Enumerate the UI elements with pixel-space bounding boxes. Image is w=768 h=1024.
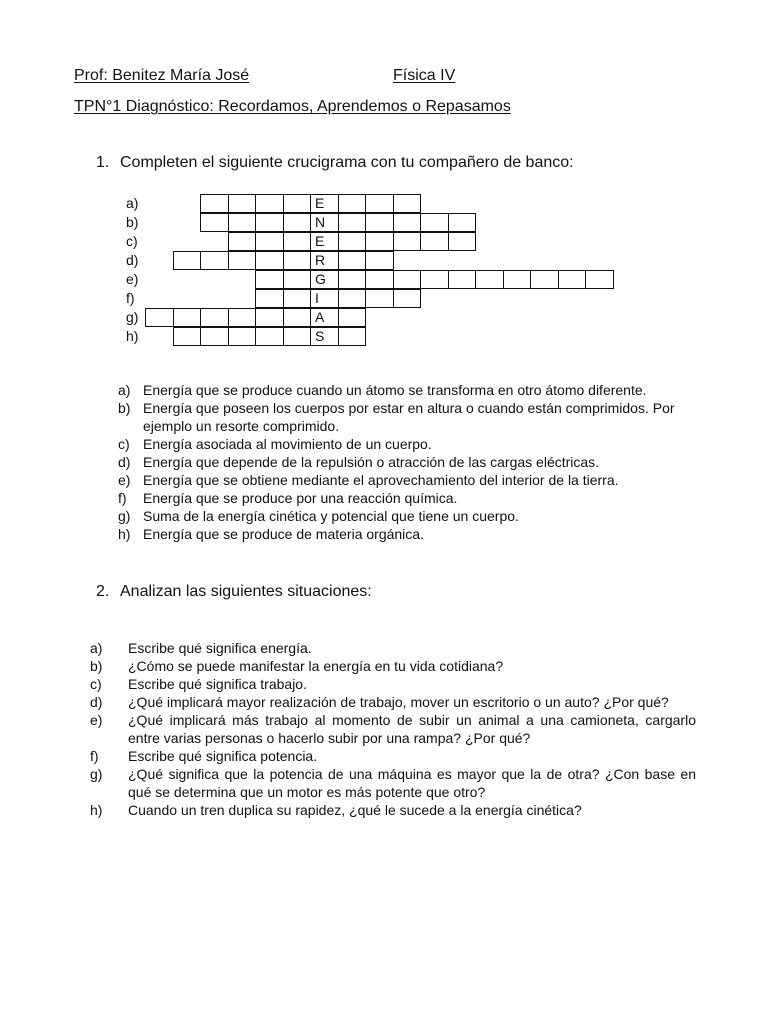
crossword-clues [118, 381, 713, 543]
list-item-letter: d) [90, 694, 103, 710]
crossword-cell[interactable] [200, 308, 229, 327]
crossword-cell[interactable] [283, 251, 312, 270]
crossword-row-label: h) [126, 328, 139, 344]
crossword-row [201, 194, 421, 213]
crossword-cell[interactable] [255, 251, 284, 270]
list-item [118, 435, 713, 453]
crossword-row-label: e) [126, 271, 139, 287]
list-item [118, 471, 713, 489]
crossword-cell[interactable] [365, 213, 394, 232]
crossword-cell[interactable] [173, 327, 202, 346]
crossword-cell[interactable] [255, 327, 284, 346]
list-item [118, 507, 713, 525]
subject-title: Física IV [393, 67, 456, 84]
list-item [90, 657, 696, 675]
list-item-text: ¿Cómo se puede manifestar la energía en tu vida cotidiana? [128, 658, 504, 674]
crossword-cell[interactable] [365, 251, 394, 270]
list-item-text: Escribe qué significa potencia. [128, 748, 318, 764]
crossword-cell[interactable] [420, 232, 449, 251]
question-2-text: Analizan las siguientes situaciones: [120, 583, 372, 600]
crossword-cell[interactable] [338, 270, 367, 289]
list-item [118, 525, 713, 543]
list-item [90, 765, 696, 801]
crossword-cell[interactable] [338, 327, 367, 346]
crossword-key-cell: E [310, 232, 339, 251]
crossword-row [256, 270, 614, 289]
list-item-text: Energía asociada al movimiento de un cuerpo. [143, 436, 432, 452]
list-item [90, 747, 696, 765]
question-2-number: 2. [96, 583, 110, 600]
crossword-cell[interactable] [255, 289, 284, 308]
crossword-cell[interactable] [393, 194, 422, 213]
crossword-cell[interactable] [228, 194, 257, 213]
crossword-cell[interactable] [283, 270, 312, 289]
list-item-text: Energía que se produce por una reacción química. [143, 490, 458, 506]
list-item-letter: h) [118, 526, 131, 542]
question-1-heading [96, 154, 574, 172]
list-item-text: Suma de la energía cinética y potencial que tiene un cuerpo. [143, 508, 519, 524]
list-item [90, 675, 696, 693]
crossword-cell[interactable] [173, 251, 202, 270]
list-item [118, 399, 713, 435]
list-item [118, 381, 713, 399]
list-item-text: Escribe qué significa energía. [128, 640, 312, 656]
crossword-row-label: d) [126, 252, 139, 268]
list-item-text: ¿Qué significa que la potencia de una máquina es mayor que la de otra? ¿Con base en qué se determina que un motor es más potente que otro? [128, 766, 696, 800]
list-item-text: Energía que depende de la repulsión o atracción de las cargas eléctricas. [143, 454, 600, 470]
crossword-row-label: g) [126, 309, 139, 325]
list-item-letter: f) [90, 748, 99, 764]
list-item-letter: h) [90, 802, 103, 818]
crossword-labels [126, 194, 138, 346]
crossword-cell[interactable] [448, 213, 477, 232]
crossword-cell[interactable] [255, 270, 284, 289]
crossword-key-cell: S [310, 327, 339, 346]
crossword-row [174, 251, 394, 270]
list-item-text: Energía que se obtiene mediante el aprovechamiento del interior de la tierra. [143, 472, 619, 488]
crossword-row [174, 327, 367, 346]
question-2-heading [96, 583, 372, 601]
list-item-letter: a) [118, 382, 131, 398]
question-1-text: Completen el siguiente crucigrama con tu compañero de banco: [120, 154, 574, 171]
crossword-cell[interactable] [283, 232, 312, 251]
page-title: TPN°1 Diagnóstico: Recordamos, Aprendemos o Repasamos [74, 98, 511, 115]
list-item-letter: d) [118, 454, 131, 470]
crossword-cell[interactable] [200, 327, 229, 346]
crossword-key-cell: E [310, 194, 339, 213]
crossword-cell[interactable] [228, 213, 257, 232]
crossword-row [256, 289, 421, 308]
crossword-row-label: b) [126, 214, 139, 230]
list-item-letter: e) [118, 472, 131, 488]
list-item-letter: a) [90, 640, 103, 656]
crossword-cell[interactable] [283, 327, 312, 346]
crossword-key-cell: A [310, 308, 339, 327]
list-item-letter: g) [90, 766, 103, 782]
crossword-cell[interactable] [503, 270, 532, 289]
crossword-cell[interactable] [558, 270, 587, 289]
crossword-key-cell: G [310, 270, 339, 289]
crossword-cell[interactable] [448, 270, 477, 289]
crossword-cell[interactable] [283, 213, 312, 232]
crossword-cell[interactable] [338, 213, 367, 232]
list-item [90, 711, 696, 747]
list-item-letter: b) [90, 658, 103, 674]
crossword-key-cell: I [310, 289, 339, 308]
teacher-name: Prof: Benitez María José [74, 67, 250, 84]
list-item-text: Cuando un tren duplica su rapidez, ¿qué le sucede a la energía cinética? [128, 802, 582, 818]
crossword-row-label: f) [126, 290, 135, 306]
crossword-cell[interactable] [393, 232, 422, 251]
list-item-text: Energía que poseen los cuerpos por estar en altura o cuando están comprimidos. Por ejemplo un resorte comprimido. [143, 400, 675, 434]
crossword-row [229, 232, 477, 251]
crossword-row-label: a) [126, 195, 139, 211]
crossword-cell[interactable] [228, 232, 257, 251]
crossword-key-cell: R [310, 251, 339, 270]
list-item-letter: g) [118, 508, 131, 524]
crossword-cell[interactable] [338, 289, 367, 308]
list-item [90, 801, 696, 819]
list-item-text: Energía que se produce cuando un átomo se transforma en otro átomo diferente. [143, 382, 647, 398]
list-item-letter: c) [118, 436, 130, 452]
crossword-cell[interactable] [200, 194, 229, 213]
crossword-cell[interactable] [393, 213, 422, 232]
crossword-cell[interactable] [200, 251, 229, 270]
crossword-cell[interactable] [585, 270, 614, 289]
crossword-cell[interactable] [448, 232, 477, 251]
list-item-letter: f) [118, 490, 127, 506]
crossword-cell[interactable] [393, 270, 422, 289]
crossword-cell[interactable] [228, 327, 257, 346]
crossword-cell[interactable] [475, 270, 504, 289]
list-item-text: ¿Qué implicará más trabajo al momento de subir un animal a una camioneta, cargarlo entre varias personas o hacerlo subir por una rampa? ¿Por qué? [128, 712, 696, 746]
situations-list [90, 639, 696, 819]
crossword-cell[interactable] [420, 270, 449, 289]
crossword-cell[interactable] [365, 194, 394, 213]
crossword-cell[interactable] [228, 308, 257, 327]
crossword-cell[interactable] [200, 213, 229, 232]
crossword-cell[interactable] [338, 251, 367, 270]
list-item [118, 453, 713, 471]
crossword-cell[interactable] [173, 308, 202, 327]
crossword-cell[interactable] [530, 270, 559, 289]
crossword-cell[interactable] [338, 194, 367, 213]
list-item-letter: c) [90, 676, 102, 692]
crossword-cell[interactable] [283, 308, 312, 327]
list-item-text: ¿Qué implicará mayor realización de trabajo, mover un escritorio o un auto? ¿Por qué? [128, 694, 669, 710]
crossword-cell[interactable] [283, 194, 312, 213]
crossword-cell[interactable] [255, 194, 284, 213]
crossword-cell[interactable] [228, 251, 257, 270]
crossword-cell[interactable] [338, 308, 367, 327]
crossword-cell[interactable] [145, 308, 174, 327]
crossword-cell[interactable] [420, 213, 449, 232]
crossword-cell[interactable] [365, 289, 394, 308]
crossword-cell[interactable] [365, 270, 394, 289]
list-item-letter: b) [118, 400, 131, 416]
crossword-cell[interactable] [393, 289, 422, 308]
crossword-cell[interactable] [338, 232, 367, 251]
crossword-row-label: c) [126, 233, 138, 249]
list-item-letter: e) [90, 712, 103, 728]
crossword-row [146, 308, 366, 327]
list-item-text: Escribe qué significa trabajo. [128, 676, 307, 692]
crossword-row [201, 213, 476, 232]
crossword-cell[interactable] [255, 308, 284, 327]
list-item [90, 639, 696, 657]
crossword-cell[interactable] [255, 213, 284, 232]
list-item [90, 693, 696, 711]
crossword-cell[interactable] [283, 289, 312, 308]
crossword-cell[interactable] [255, 232, 284, 251]
crossword-cell[interactable] [365, 232, 394, 251]
list-item-text: Energía que se produce de materia orgánica. [143, 526, 424, 542]
crossword-key-cell: N [310, 213, 339, 232]
question-1-number: 1. [96, 154, 110, 171]
list-item [118, 489, 713, 507]
